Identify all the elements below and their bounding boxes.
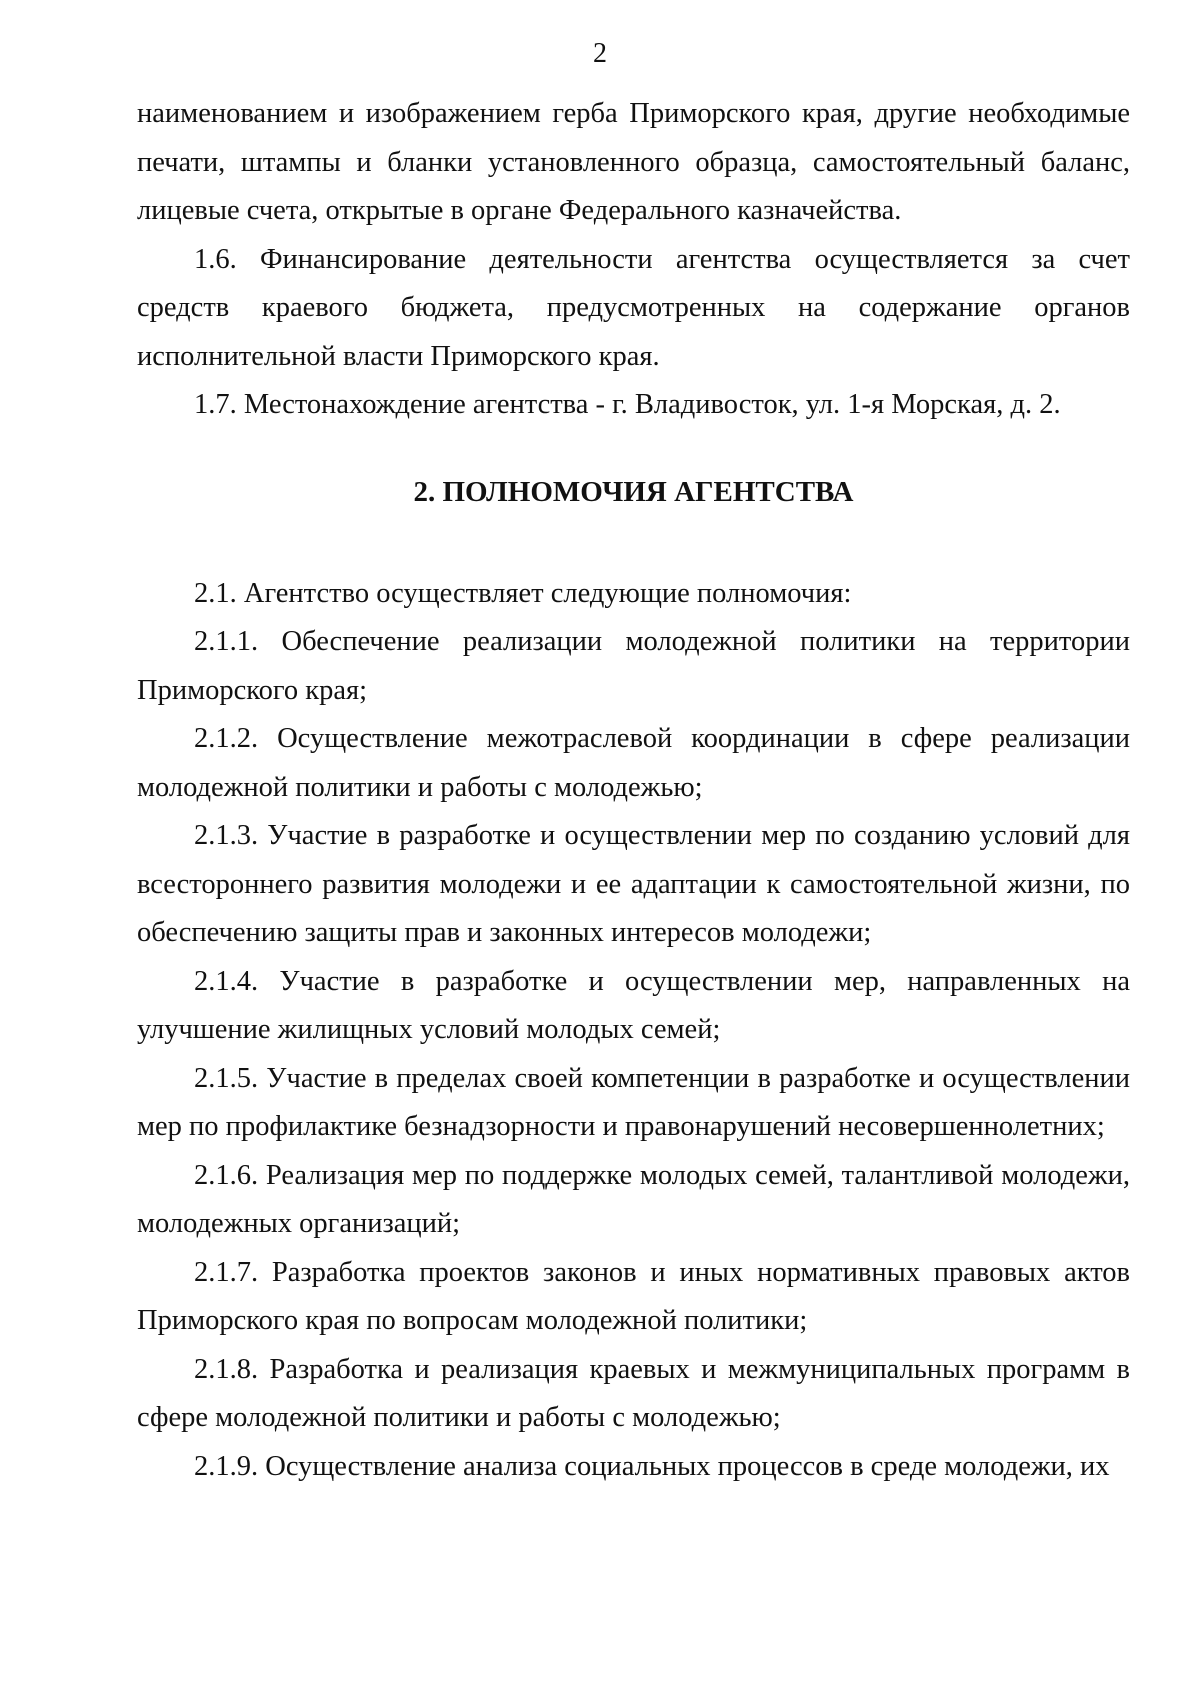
paragraph-2-1-3: 2.1.3. Участие в разработке и осуществлении мер по созданию условий для всестороннего развития молодежи и ее адаптации к самостоятельной жизни, по обеспечению защиты прав и законных интересов молодежи; bbox=[137, 820, 1130, 948]
paragraph-continuation: наименованием и изображением герба Приморского края, другие необходимые печати, штампы и бланки установленного образца, самостоятельный баланс, лицевые счета, открытые в органе Федерального казначейства. bbox=[137, 98, 1130, 226]
paragraph-2-1-6: 2.1.6. Реализация мер по поддержке молодых семей, талантливой молодежи, молодежных организаций; bbox=[137, 1159, 1130, 1239]
paragraph-2-1-5: 2.1.5. Участие в пределах своей компетенции в разработке и осуществлении мер по профилактике безнадзорности и правонарушений несовершеннолетних; bbox=[137, 1062, 1130, 1142]
document-body bbox=[137, 90, 1130, 1491]
paragraph-2-1-2: 2.1.2. Осуществление межотраслевой координации в сфере реализации молодежной политики и работы с молодежью; bbox=[137, 723, 1130, 803]
paragraph-2-1-4: 2.1.4. Участие в разработке и осуществлении мер, направленных на улучшение жилищных условий молодых семей; bbox=[137, 965, 1130, 1045]
section-heading: 2. ПОЛНОМОЧИЯ АГЕНТСТВА bbox=[413, 475, 854, 508]
paragraph-2-1: 2.1. Агентство осуществляет следующие полномочия: bbox=[194, 577, 852, 609]
paragraph-2-1-1: 2.1.1. Обеспечение реализации молодежной политики на территории Приморского края; bbox=[137, 626, 1130, 706]
page-number: 2 bbox=[593, 38, 607, 69]
paragraph-2-1-7: 2.1.7. Разработка проектов законов и иных нормативных правовых актов Приморского края по вопросам молодежной политики; bbox=[137, 1256, 1130, 1336]
paragraph-2-1-9: 2.1.9. Осуществление анализа социальных процессов в среде молодежи, их bbox=[194, 1450, 1110, 1482]
paragraph-1-6: 1.6. Финансирование деятельности агентства осуществляется за счет средств краевого бюджета, предусмотренных на содержание органов исполнительной власти Приморского края. bbox=[137, 243, 1130, 372]
paragraph-2-1-8: 2.1.8. Разработка и реализация краевых и межмуниципальных программ в сфере молодежной политики и работы с молодежью; bbox=[137, 1353, 1130, 1433]
paragraph-1-7: 1.7. Местонахождение агентства - г. Владивосток, ул. 1-я Морская, д. 2. bbox=[194, 389, 1061, 420]
